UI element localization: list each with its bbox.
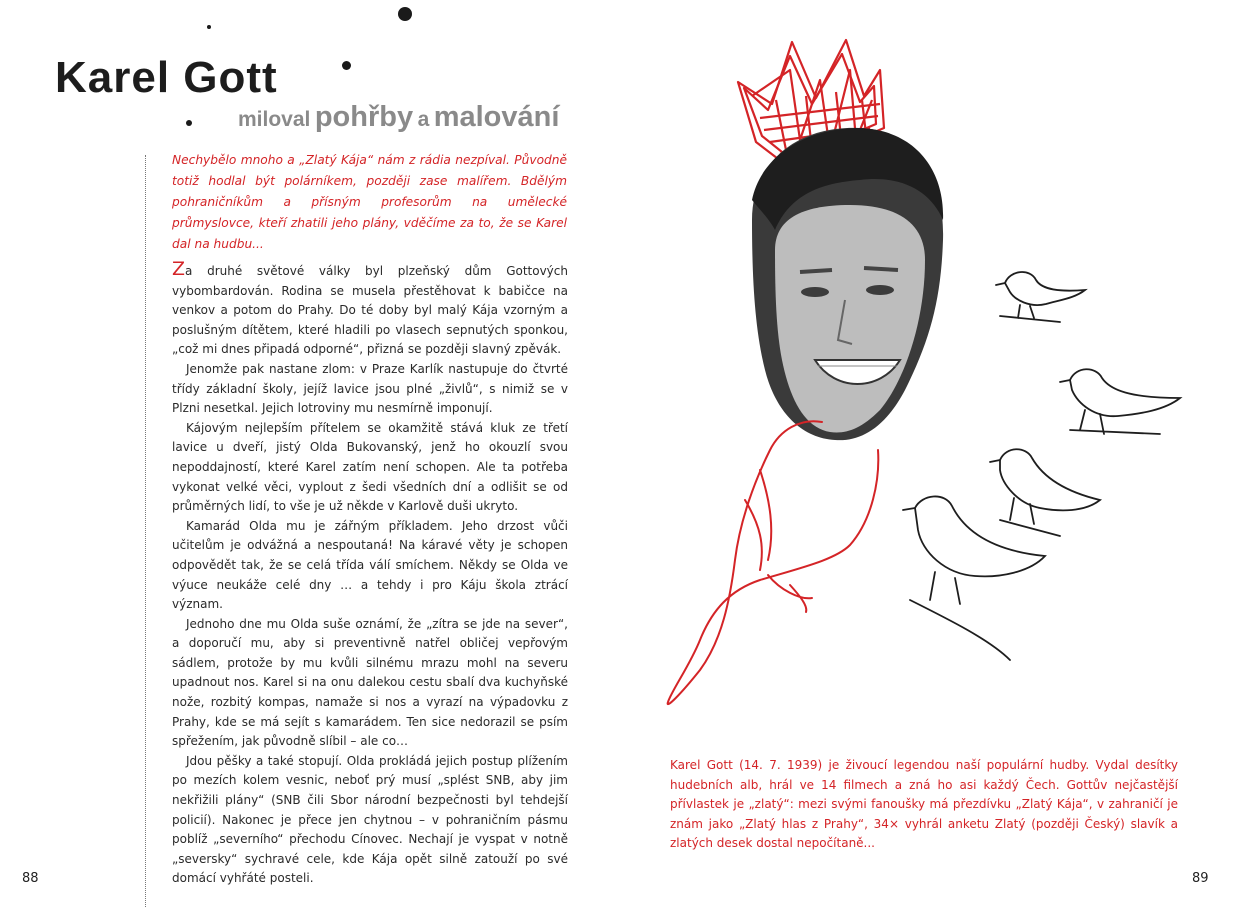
- body-paragraph: Jenomže pak nastane zlom: v Praze Karlík nastupuje do čtvrté třídy základní školy, jejíž lavice jsou plné „živlů“, s nimiž se v Plzni nesetkal. Jejich lotroviny mu nesmírně imponují.: [172, 361, 568, 416]
- lead-paragraph: Nechybělo mnoho a „Zlatý Kája“ nám z rádia nezpíval. Původně totiž hodlal být polárníkem, později zase malířem. Bdělým pohraničníkům a přísným profesorům na umělecké průmyslovce, kteří zhatili jeho plány, vděčíme za to, že se Karel dal na hudbu...: [172, 153, 567, 251]
- subtitle-word: miloval: [238, 108, 311, 131]
- page-number-left: 88: [22, 871, 39, 886]
- illustration: [640, 30, 1200, 720]
- bird-drawing: [996, 272, 1085, 322]
- body-paragraph: Jednoho dne mu Olda suše oznámí, že „zítra se jde na sever“, a doporučí mu, aby si preventivně natřel obličej vepřovým sádlem, protože by mu kvůli silnému mrazu mohl na severu upadnout nos. Karel si na onu dalekou cestu sbalí dva kuchyňské nože, rozbitý kompas, namaže si nos a vyrazí na výpadovku z Prahy, kde se má sejít s kamarádem. Ten sice nedorazil se psím spřežením, jak původně slíbil – ale co…: [172, 616, 568, 749]
- bird-drawing: [903, 496, 1045, 660]
- body-paragraph: Kamarád Olda mu je zářným příkladem. Jeho drzost vůči učitelům je odvážná a nespoutaná! Na káravé věty je schopen odpovědět tak, že se celá třída válí smíchem. Někdy se Olda ve výuce neukáže celé dny … a tehdy i pro Káju škola ztrácí význam.: [172, 518, 568, 612]
- decor-dot: [398, 7, 412, 21]
- column-divider: [145, 155, 146, 907]
- body-paragraph: Za druhé světové války byl plzeňský dům Gottových vybombardován. Rodina se musela přestěhovat k babičce na venkov a potom do Prahy. Do té doby byl malý Kája vzorným a poslušným dítětem, které hladili po vlasech sepnutých sponkou, „což mi dnes připadá odporné“, přizná se později slavný zpěvák.: [172, 258, 568, 357]
- body-paragraph: Kájovým nejlepším přítelem se okamžitě stává kluk ze třetí lavice u dveří, jistý Olda Bukovanský, jenž ho okouzlí svou nepoddajností, které Karel zatím není schopen. Ale ta potřeba vykonat velké věci, vyplout z šedi všedních dní a odlišit se od průměrných lidí, to vše je už někde v Karlově duši ukryto.: [172, 420, 568, 514]
- subtitle-word: pohřby: [314, 101, 414, 133]
- decor-dot: [186, 120, 192, 126]
- page-subtitle: [238, 100, 559, 139]
- article-body: [172, 258, 568, 889]
- bird-drawing: [1060, 369, 1180, 434]
- body-paragraph: Jdou pěšky a také stopují. Olda prokládá jejich postup plížením po mezích kolem vesnic, neboť prý musí „splést SNB, aby jim nekřižili plány“ (SNB čili Sbor národní bezpečnosti byl tehdejší policií). Nakonec je přece jen chytnou – v pohraničním pásmu poblíž „severního“ přechodu Cínovec. Nechají je vyspat v notně „seversky“ sychravé cele, kde Kája opět silně zatouží po své domácí vyhřáté posteli.: [172, 753, 568, 886]
- portrait-photo: [752, 128, 943, 440]
- page-title: Karel Gott: [55, 53, 278, 102]
- drop-cap: Z: [172, 258, 186, 280]
- bird-drawing: [990, 449, 1100, 536]
- subtitle-word: a: [417, 108, 430, 131]
- decor-dot: [342, 61, 351, 70]
- page-number-right: 89: [1192, 871, 1209, 886]
- subtitle-word: malování: [433, 101, 560, 133]
- decor-dot: [207, 25, 211, 29]
- photo-caption: Karel Gott (14. 7. 1939) je živoucí legendou naší populární hudby. Vydal desítky hudebních alb, hrál ve 14 filmech a zná ho asi každý Čech. Gottův nejčastější přívlastek je „zlatý“: mezi svými fanoušky má přezdívku „Zlatý Kája“, v zahraničí je znám jako „Zlatý hlas z Prahy“, 34× vyhrál anketu Zlatý (později Český) slavík a zlatých desek dostal nepočítaně...: [670, 758, 1178, 851]
- red-bird-drawing: [668, 421, 879, 704]
